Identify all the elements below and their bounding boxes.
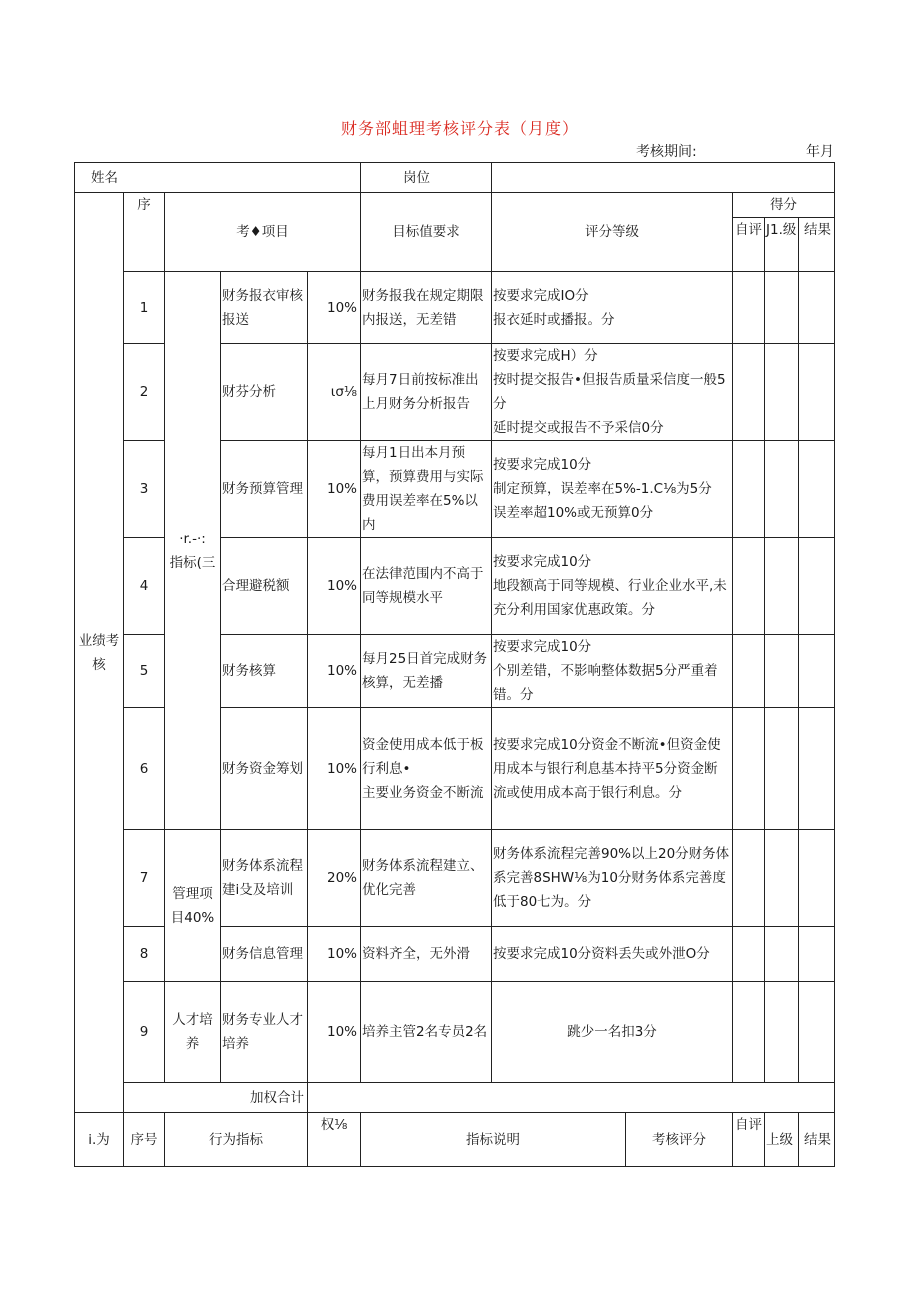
row-grading: 按要求完成10分资料丢失或外泄O分 [492,927,733,982]
table-row [75,272,835,344]
col-seq: 序 [124,193,165,272]
row-weight: 10% [308,708,361,830]
row-weight: 10% [308,927,361,982]
row-grading: 财务体系流程完善90%以上20分财务体系完善8SHW⅛为10分财务体系完善度低于80七为。分 [492,830,733,927]
superior-score-cell[interactable] [765,538,799,635]
superior-score-cell[interactable] [765,344,799,441]
group-a-label: 指标(三 [169,554,216,571]
row-item: 财芬分析 [221,344,308,441]
row-item: 财务信息管理 [221,927,308,982]
row-target: 财务体系流程建立、优化完善 [361,830,492,927]
row-item: 财务专业人才培养 [221,982,308,1083]
row-grading: 按要求完成10分 个别差错，不影响整体数据5分严重着错。分 [492,635,733,708]
superior-score-cell[interactable] [765,830,799,927]
row-weight: 10% [308,635,361,708]
row-weight: 10% [308,982,361,1083]
result-score-cell[interactable] [799,344,835,441]
row-grading: 按要求完成IO分 报衣延时或播报。分 [492,272,733,344]
row-weight: ισ⅛ [308,344,361,441]
col-item: 考♦项目 [165,193,361,272]
group-a-mark: ·r.-·: [179,530,206,547]
self-score-cell[interactable] [733,272,765,344]
result-score-cell[interactable] [799,272,835,344]
form-title: 财务部蛆理考核评分表（月度） [340,119,579,138]
row-grading: 按要求完成10分资金不断流•但资金使用成本与银行利息基本持平5分资金断流或使用成本高于银行利息。分 [492,708,733,830]
col-target: 目标值要求 [361,193,492,272]
weighted-total-label: 加权合计 [124,1083,308,1113]
behavior-section: i.为 [75,1113,124,1167]
superior-score-cell[interactable] [765,982,799,1083]
result-score-cell[interactable] [799,830,835,927]
result-score-cell[interactable] [799,538,835,635]
period-label: 考核期间: [636,144,697,160]
row-item: 财务资金筹划 [221,708,308,830]
row-seq: 1 [124,272,165,344]
row-target: 在法律范围内不高于同等规模水平 [361,538,492,635]
row-item: 财务预算管理 [221,441,308,538]
self-score-cell[interactable] [733,344,765,441]
behavior-col-seq: 序号 [124,1113,165,1167]
self-score-cell[interactable] [733,982,765,1083]
row-target: 每月7日前按标准出上月财务分析报告 [361,344,492,441]
period-unit: 年月 [806,144,834,160]
behavior-col-desc: 指标说明 [361,1113,626,1167]
superior-score-cell[interactable] [765,708,799,830]
weighted-total-row [75,1083,835,1113]
row-target: 每月25日首完成财务核算，无差播 [361,635,492,708]
behavior-header-row [75,1113,835,1167]
result-score-cell[interactable] [799,708,835,830]
group-a [165,272,221,830]
evaluation-table [74,162,835,1167]
section-performance: 业绩考核 [75,193,124,1113]
self-score-cell[interactable] [733,830,765,927]
row-item: 财务核算 [221,635,308,708]
row-seq: 8 [124,927,165,982]
col-self: 自评 [733,218,765,272]
table-row [75,830,835,927]
col-score: 得分 [733,193,835,218]
weighted-total-value[interactable] [308,1083,835,1113]
row-item: 合理避税额 [221,538,308,635]
row-target: 每月1日出本月预算，预算费用与实际费用误差率在5%以内 [361,441,492,538]
group-c: 人才培养 [165,982,221,1083]
result-score-cell[interactable] [799,635,835,708]
col-grading: 评分等级 [492,193,733,272]
row-seq: 9 [124,982,165,1083]
row-item: 财务体系流程建i殳及培训 [221,830,308,927]
column-header-row [75,193,835,218]
self-score-cell[interactable] [733,538,765,635]
superior-score-cell[interactable] [765,927,799,982]
row-target: 资金使用成本低于板行利息• 主要业务资金不断流 [361,708,492,830]
group-b: 管理项目40% [165,830,221,982]
row-weight: 10% [308,272,361,344]
header-row [75,163,835,193]
table-row [75,982,835,1083]
row-target: 财务报我在规定期限内报送，无差错 [361,272,492,344]
superior-score-cell[interactable] [765,441,799,538]
behavior-col-superior: 上级 [765,1113,799,1167]
result-score-cell[interactable] [799,982,835,1083]
row-target: 培养主管2名专员2名 [361,982,492,1083]
row-grading: 按要求完成10分 制定预算，误差率在5%-1.C⅛为5分 误差率超10%或无预算0分 [492,441,733,538]
row-seq: 7 [124,830,165,927]
behavior-col-self: 自评 [733,1113,765,1167]
superior-score-cell[interactable] [765,272,799,344]
row-seq: 6 [124,708,165,830]
behavior-col-weight: 权⅛ [308,1113,361,1167]
row-seq: 4 [124,538,165,635]
self-score-cell[interactable] [733,927,765,982]
self-score-cell[interactable] [733,441,765,538]
row-grading: 按要求完成H）分 按时提交报告•但报告质量采信度一般5分 延时提交或报告不予采信0分 [492,344,733,441]
row-grading: 按要求完成10分 地段额高于同等规模、行业企业水平,未充分利用国家优惠政策。分 [492,538,733,635]
result-score-cell[interactable] [799,927,835,982]
row-weight: 10% [308,538,361,635]
result-score-cell[interactable] [799,441,835,538]
row-seq: 2 [124,344,165,441]
self-score-cell[interactable] [733,708,765,830]
col-superior: J1.级 [765,218,799,272]
behavior-col-eval: 考核评分 [626,1113,733,1167]
row-target: 资料齐全，无外滑 [361,927,492,982]
behavior-col-indicator: 行为指标 [165,1113,308,1167]
position-value-cell[interactable] [492,163,835,193]
col-result: 结果 [799,218,835,272]
row-seq: 3 [124,441,165,538]
row-weight: 10% [308,441,361,538]
row-grading: 跳少一名扣3分 [492,982,733,1083]
self-score-cell[interactable] [733,635,765,708]
behavior-col-result: 结果 [799,1113,835,1167]
superior-score-cell[interactable] [765,635,799,708]
row-seq: 5 [124,635,165,708]
row-weight: 20% [308,830,361,927]
row-item: 财务报衣审核报送 [221,272,308,344]
position-label: 岗位 [361,163,492,193]
name-label: 姓名 [75,163,361,193]
